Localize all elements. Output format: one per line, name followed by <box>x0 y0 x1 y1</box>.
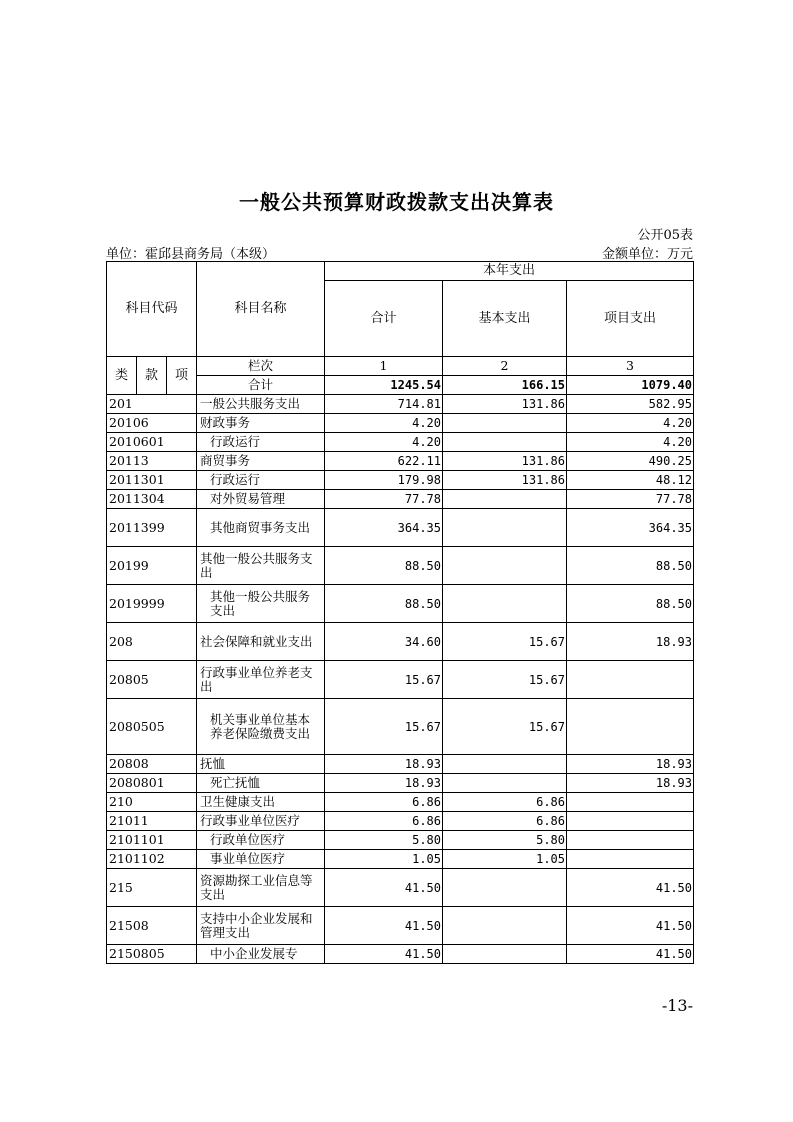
table-row <box>107 699 694 755</box>
row-project: 18.93 <box>567 755 694 774</box>
row-total: 1.05 <box>325 850 443 869</box>
table-row <box>107 755 694 774</box>
row-basic: 15.67 <box>443 661 567 699</box>
row-basic: 6.86 <box>443 793 567 812</box>
row-basic: 131.86 <box>443 395 567 414</box>
table-row <box>107 850 694 869</box>
amount-unit-label: 金额单位：万元 <box>601 247 693 262</box>
table-row <box>107 831 694 850</box>
header-project: 项目支出 <box>567 281 694 357</box>
row-total: 41.50 <box>325 907 443 945</box>
row-project: 88.50 <box>567 547 694 585</box>
row-name: 中小企业发展专 <box>197 945 325 964</box>
row-name: 卫生健康支出 <box>197 793 325 812</box>
row-code: 2101102 <box>107 850 197 869</box>
row-name: 行政运行 <box>197 471 325 490</box>
row-name: 机关事业单位基本养老保险缴费支出 <box>197 699 325 755</box>
row-code: 201 <box>107 395 197 414</box>
row-project: 364.35 <box>567 509 694 547</box>
table-row <box>107 907 694 945</box>
row-basic <box>443 433 567 452</box>
row-total: 4.20 <box>325 414 443 433</box>
row-code: 21508 <box>107 907 197 945</box>
row-basic: 6.86 <box>443 812 567 831</box>
row-code: 20113 <box>107 452 197 471</box>
row-name: 行政事业单位医疗 <box>197 812 325 831</box>
row-total: 4.20 <box>325 433 443 452</box>
row-project <box>567 850 694 869</box>
row-total: 179.98 <box>325 471 443 490</box>
row-project: 490.25 <box>567 452 694 471</box>
row-basic: 5.80 <box>443 831 567 850</box>
sum-label: 合计 <box>197 376 325 395</box>
table-row <box>107 585 694 623</box>
row-name: 支持中小企业发展和管理支出 <box>197 907 325 945</box>
row-name: 行政单位医疗 <box>197 831 325 850</box>
budget-table <box>106 261 694 964</box>
table-row <box>107 869 694 907</box>
row-basic <box>443 585 567 623</box>
row-total: 6.86 <box>325 812 443 831</box>
table-row <box>107 452 694 471</box>
table-row <box>107 623 694 661</box>
row-total: 364.35 <box>325 509 443 547</box>
row-code: 20808 <box>107 755 197 774</box>
row-basic <box>443 907 567 945</box>
row-total: 88.50 <box>325 547 443 585</box>
row-basic <box>443 774 567 793</box>
header-basic: 基本支出 <box>443 281 567 357</box>
table-row <box>107 490 694 509</box>
row-name: 行政事业单位养老支出 <box>197 661 325 699</box>
row-project: 4.20 <box>567 433 694 452</box>
row-code: 20199 <box>107 547 197 585</box>
header-lei: 类 <box>107 357 137 395</box>
sum-total: 1245.54 <box>325 376 443 395</box>
table-row <box>107 471 694 490</box>
row-basic <box>443 755 567 774</box>
table-row <box>107 433 694 452</box>
row-code: 20106 <box>107 414 197 433</box>
header-xiang: 项 <box>167 357 197 395</box>
row-code: 2011301 <box>107 471 197 490</box>
row-basic <box>443 547 567 585</box>
row-name: 商贸事务 <box>197 452 325 471</box>
row-total: 77.78 <box>325 490 443 509</box>
row-total: 34.60 <box>325 623 443 661</box>
row-project <box>567 793 694 812</box>
row-basic <box>443 945 567 964</box>
row-project: 18.93 <box>567 623 694 661</box>
row-project: 77.78 <box>567 490 694 509</box>
table-number: 公开05表 <box>637 228 693 243</box>
row-total: 41.50 <box>325 945 443 964</box>
page-number: -13- <box>661 996 693 1015</box>
header-col2: 2 <box>443 357 567 376</box>
row-basic: 15.67 <box>443 699 567 755</box>
row-basic <box>443 869 567 907</box>
row-basic <box>443 490 567 509</box>
row-name: 对外贸易管理 <box>197 490 325 509</box>
row-project: 582.95 <box>567 395 694 414</box>
row-project: 48.12 <box>567 471 694 490</box>
row-name: 行政运行 <box>197 433 325 452</box>
row-total: 18.93 <box>325 774 443 793</box>
row-basic <box>443 414 567 433</box>
row-code: 215 <box>107 869 197 907</box>
row-name: 财政事务 <box>197 414 325 433</box>
row-name: 事业单位医疗 <box>197 850 325 869</box>
row-code: 210 <box>107 793 197 812</box>
table-row <box>107 812 694 831</box>
header-name: 科目名称 <box>197 262 325 357</box>
sum-basic: 166.15 <box>443 376 567 395</box>
row-name: 其他商贸事务支出 <box>197 509 325 547</box>
header-col1: 1 <box>325 357 443 376</box>
row-project: 4.20 <box>567 414 694 433</box>
row-total: 5.80 <box>325 831 443 850</box>
row-code: 208 <box>107 623 197 661</box>
table-row <box>107 395 694 414</box>
row-basic: 131.86 <box>443 471 567 490</box>
row-project: 41.50 <box>567 907 694 945</box>
row-basic: 1.05 <box>443 850 567 869</box>
header-lanci: 栏次 <box>197 357 325 376</box>
row-project <box>567 699 694 755</box>
row-project: 88.50 <box>567 585 694 623</box>
row-code: 2019999 <box>107 585 197 623</box>
row-project <box>567 661 694 699</box>
table-row <box>107 509 694 547</box>
header-col3: 3 <box>567 357 694 376</box>
unit-label: 单位：霍邱县商务局（本级） <box>106 247 276 262</box>
row-name: 抚恤 <box>197 755 325 774</box>
row-total: 622.11 <box>325 452 443 471</box>
table-row <box>107 661 694 699</box>
row-project: 41.50 <box>567 869 694 907</box>
table-row <box>107 547 694 585</box>
row-total: 714.81 <box>325 395 443 414</box>
row-total: 15.67 <box>325 661 443 699</box>
row-name: 社会保障和就业支出 <box>197 623 325 661</box>
row-code: 2101101 <box>107 831 197 850</box>
row-name: 死亡抚恤 <box>197 774 325 793</box>
row-code: 21011 <box>107 812 197 831</box>
header-total: 合计 <box>325 281 443 357</box>
table-row <box>107 414 694 433</box>
row-basic: 131.86 <box>443 452 567 471</box>
row-total: 18.93 <box>325 755 443 774</box>
table-row <box>107 945 694 964</box>
row-code: 2011399 <box>107 509 197 547</box>
row-code: 2150805 <box>107 945 197 964</box>
row-name: 其他一般公共服务支出 <box>197 547 325 585</box>
header-year: 本年支出 <box>325 262 694 281</box>
table-row <box>107 774 694 793</box>
row-basic: 15.67 <box>443 623 567 661</box>
row-name: 其他一般公共服务支出 <box>197 585 325 623</box>
row-project <box>567 812 694 831</box>
row-project: 18.93 <box>567 774 694 793</box>
sum-project: 1079.40 <box>567 376 694 395</box>
row-code: 2080505 <box>107 699 197 755</box>
row-total: 6.86 <box>325 793 443 812</box>
row-project <box>567 831 694 850</box>
row-code: 2080801 <box>107 774 197 793</box>
row-code: 2010601 <box>107 433 197 452</box>
row-basic <box>443 509 567 547</box>
header-kuan: 款 <box>137 357 167 395</box>
header-code: 科目代码 <box>107 262 197 357</box>
row-code: 2011304 <box>107 490 197 509</box>
row-project: 41.50 <box>567 945 694 964</box>
table-row <box>107 793 694 812</box>
row-code: 20805 <box>107 661 197 699</box>
row-total: 88.50 <box>325 585 443 623</box>
row-name: 资源勘探工业信息等支出 <box>197 869 325 907</box>
row-total: 15.67 <box>325 699 443 755</box>
row-total: 41.50 <box>325 869 443 907</box>
page-title: 一般公共预算财政拨款支出决算表 <box>239 190 554 214</box>
row-name: 一般公共服务支出 <box>197 395 325 414</box>
